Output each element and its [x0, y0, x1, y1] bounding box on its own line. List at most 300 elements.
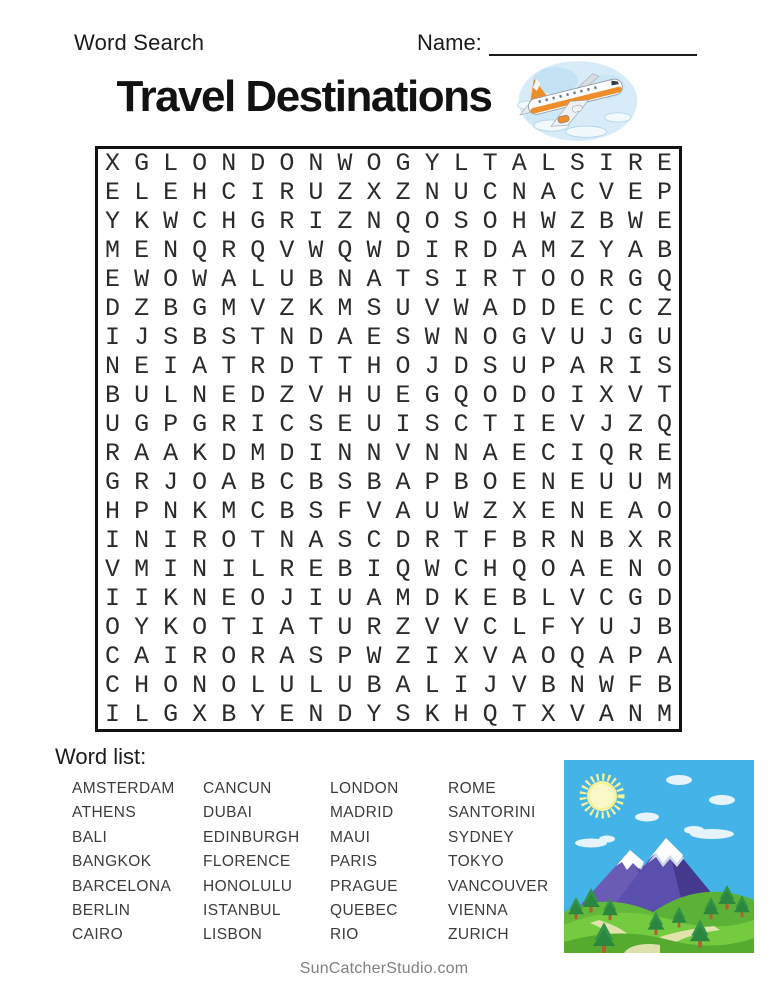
grid-cell: V [540, 323, 556, 352]
grid-cell: D [395, 526, 411, 555]
grid-cell: R [656, 526, 672, 555]
grid-cell: T [221, 613, 237, 642]
grid-cell: B [656, 236, 672, 265]
grid-cell: L [308, 671, 324, 700]
grid-cell: C [105, 642, 121, 671]
grid-cell: N [163, 236, 179, 265]
grid-cell: S [656, 352, 672, 381]
grid-cell: S [337, 468, 353, 497]
grid-cell: R [250, 642, 266, 671]
grid-cell: Y [250, 700, 266, 729]
grid-cell: N [337, 439, 353, 468]
grid-cell: Z [569, 236, 585, 265]
grid-cell: C [482, 613, 498, 642]
grid-cell: O [482, 381, 498, 410]
grid-cell: N [221, 149, 237, 178]
grid-cell: E [511, 468, 527, 497]
grid-cell: M [540, 236, 556, 265]
grid-cell: O [540, 381, 556, 410]
grid-cell: D [337, 700, 353, 729]
letter-grid [95, 146, 682, 732]
grid-cell: T [337, 352, 353, 381]
word-item: BALI [72, 828, 108, 846]
grid-cell: G [627, 584, 643, 613]
grid-cell: I [250, 613, 266, 642]
name-fill-line[interactable] [489, 33, 697, 56]
grid-cell: U [424, 497, 440, 526]
grid-cell: E [221, 584, 237, 613]
grid-cell: C [598, 584, 614, 613]
grid-cell: T [482, 149, 498, 178]
grid-cell: T [656, 381, 672, 410]
grid-cell: B [511, 526, 527, 555]
name-area [417, 30, 697, 56]
mountain-landscape-illustration [564, 760, 754, 953]
airplane-icon [512, 58, 648, 144]
grid-cell: I [453, 671, 469, 700]
grid-cell: W [366, 642, 382, 671]
word-item: SANTORINI [448, 804, 536, 822]
grid-cell: D [221, 439, 237, 468]
grid-cell: K [163, 584, 179, 613]
grid-cell: C [192, 207, 208, 236]
grid-cell: A [511, 149, 527, 178]
grid-cell: P [656, 178, 672, 207]
grid-cell: V [482, 642, 498, 671]
grid-cell: A [656, 642, 672, 671]
grid-cell: E [337, 410, 353, 439]
grid-cell: W [598, 671, 614, 700]
grid-cell: N [105, 352, 121, 381]
grid-cell: N [453, 439, 469, 468]
grid-cell: T [250, 526, 266, 555]
grid-cell: B [250, 468, 266, 497]
grid-cell: U [279, 671, 295, 700]
grid-cell: N [337, 265, 353, 294]
grid-cell: O [221, 526, 237, 555]
grid-cell: W [453, 497, 469, 526]
grid-cell: V [511, 671, 527, 700]
grid-cell: O [163, 671, 179, 700]
grid-cell: H [105, 497, 121, 526]
grid-cell: L [250, 265, 266, 294]
grid-cell: S [395, 323, 411, 352]
grid-cell: V [569, 700, 585, 729]
grid-cell: Q [395, 207, 411, 236]
grid-cell: N [424, 178, 440, 207]
grid-cell: I [308, 439, 324, 468]
grid-cell: B [598, 526, 614, 555]
grid-cell: N [163, 497, 179, 526]
grid-cell: J [482, 671, 498, 700]
grid-cell: V [569, 584, 585, 613]
grid-cell: R [482, 265, 498, 294]
grid-cell: A [395, 671, 411, 700]
grid-cell: T [453, 526, 469, 555]
grid-cell: P [540, 352, 556, 381]
grid-cell: U [366, 381, 382, 410]
grid-cell: L [453, 149, 469, 178]
grid-cell: G [511, 323, 527, 352]
word-item: VANCOUVER [448, 877, 549, 895]
grid-cell: K [192, 497, 208, 526]
grid-cell: M [221, 497, 237, 526]
word-item: PRAGUE [330, 877, 398, 895]
grid-cell: A [163, 439, 179, 468]
grid-cell: N [134, 526, 150, 555]
grid-cell: J [424, 352, 440, 381]
grid-cell: N [424, 439, 440, 468]
grid-cell: G [134, 410, 150, 439]
grid-cell: W [308, 236, 324, 265]
grid-cell: R [598, 352, 614, 381]
grid-cell: V [424, 294, 440, 323]
word-item: RIO [330, 926, 359, 944]
word-list-label: Word list: [55, 744, 147, 769]
grid-cell: K [453, 584, 469, 613]
grid-cell: R [366, 613, 382, 642]
grid-cell: R [250, 352, 266, 381]
grid-cell: N [540, 468, 556, 497]
grid-cell: A [598, 642, 614, 671]
grid-cell: G [250, 207, 266, 236]
grid-cell: P [627, 642, 643, 671]
grid-cell: B [366, 671, 382, 700]
grid-cell: B [308, 265, 324, 294]
grid-cell: A [308, 526, 324, 555]
grid-cell: A [569, 555, 585, 584]
word-item: ISTANBUL [203, 902, 281, 920]
grid-cell: B [105, 381, 121, 410]
grid-cell: G [105, 468, 121, 497]
grid-cell: K [308, 294, 324, 323]
grid-cell: V [308, 381, 324, 410]
grid-cell: R [192, 642, 208, 671]
grid-cell: E [627, 178, 643, 207]
grid-cell: V [250, 294, 266, 323]
grid-cell: E [540, 497, 556, 526]
grid-cell: P [163, 410, 179, 439]
grid-cell: X [540, 700, 556, 729]
grid-cell: X [627, 526, 643, 555]
grid-cell: Z [656, 294, 672, 323]
grid-cell: F [337, 497, 353, 526]
grid-cell: C [221, 178, 237, 207]
grid-cell: O [192, 468, 208, 497]
grid-cell: Q [482, 700, 498, 729]
grid-cell: X [453, 642, 469, 671]
grid-cell: G [192, 294, 208, 323]
word-list-column [330, 777, 448, 948]
grid-cell: E [656, 439, 672, 468]
grid-cell: M [221, 294, 237, 323]
grid-cell: U [453, 178, 469, 207]
grid-cell: O [424, 207, 440, 236]
grid-cell: U [337, 584, 353, 613]
grid-cell: N [279, 323, 295, 352]
grid-cell: E [656, 207, 672, 236]
grid-cell: N [192, 671, 208, 700]
grid-cell: Q [453, 381, 469, 410]
grid-cell: A [192, 352, 208, 381]
grid-cell: O [482, 323, 498, 352]
grid-cell: L [540, 584, 556, 613]
grid-cell: D [279, 439, 295, 468]
grid-cell: N [366, 207, 382, 236]
grid-cell: I [424, 642, 440, 671]
grid-cell: A [395, 468, 411, 497]
grid-cell: I [598, 149, 614, 178]
grid-cell: K [163, 613, 179, 642]
grid-cell: X [105, 149, 121, 178]
grid-cell: U [598, 613, 614, 642]
grid-cell: Y [569, 613, 585, 642]
grid-cell: R [134, 468, 150, 497]
grid-cell: J [627, 613, 643, 642]
grid-cell: U [656, 323, 672, 352]
word-item: LISBON [203, 926, 263, 944]
grid-cell: T [395, 265, 411, 294]
grid-cell: J [134, 323, 150, 352]
grid-cell: S [453, 207, 469, 236]
grid-cell: U [598, 468, 614, 497]
grid-cell: H [337, 381, 353, 410]
grid-cell: I [250, 410, 266, 439]
grid-cell: Q [192, 236, 208, 265]
grid-cell: C [598, 294, 614, 323]
grid-cell: J [279, 584, 295, 613]
word-item: VIENNA [448, 902, 509, 920]
grid-cell: N [192, 555, 208, 584]
grid-cell: H [134, 671, 150, 700]
word-item: BERLIN [72, 902, 131, 920]
grid-cell: M [395, 584, 411, 613]
grid-cell: S [424, 265, 440, 294]
grid-cell: O [192, 149, 208, 178]
word-list [72, 777, 549, 948]
grid-cell: B [656, 671, 672, 700]
grid-cell: G [627, 265, 643, 294]
puzzle-title: Travel Destinations [116, 72, 492, 121]
grid-cell: R [627, 439, 643, 468]
grid-cell: A [395, 497, 411, 526]
grid-cell: V [569, 410, 585, 439]
grid-cell: B [453, 468, 469, 497]
grid-cell: B [221, 700, 237, 729]
grid-cell: I [163, 526, 179, 555]
grid-cell: D [424, 584, 440, 613]
grid-cell: W [424, 323, 440, 352]
grid-cell: A [540, 178, 556, 207]
word-item: FLORENCE [203, 853, 291, 871]
grid-cell: M [656, 468, 672, 497]
grid-cell: D [511, 294, 527, 323]
grid-cell: I [105, 323, 121, 352]
grid-cell: Y [366, 700, 382, 729]
grid-cell: A [279, 642, 295, 671]
grid-cell: G [163, 700, 179, 729]
grid-cell: Q [250, 236, 266, 265]
grid-cell: S [482, 352, 498, 381]
grid-cell: E [395, 381, 411, 410]
grid-cell: A [482, 439, 498, 468]
grid-cell: Y [134, 613, 150, 642]
grid-cell: E [598, 555, 614, 584]
grid-cell: E [308, 555, 324, 584]
grid-cell: I [453, 265, 469, 294]
grid-cell: N [308, 149, 324, 178]
grid-cell: A [134, 642, 150, 671]
word-item: PARIS [330, 853, 378, 871]
grid-cell: S [424, 410, 440, 439]
grid-cell: B [511, 584, 527, 613]
grid-cell: N [192, 584, 208, 613]
grid-cell: W [627, 207, 643, 236]
word-item: ATHENS [72, 804, 137, 822]
grid-cell: O [279, 149, 295, 178]
grid-cell: C [627, 294, 643, 323]
grid-cell: A [627, 497, 643, 526]
grid-cell: X [511, 497, 527, 526]
grid-cell: Z [569, 207, 585, 236]
word-item: TOKYO [448, 853, 504, 871]
grid-cell: V [105, 555, 121, 584]
grid-cell: U [366, 410, 382, 439]
grid-cell: B [163, 294, 179, 323]
grid-cell: A [569, 352, 585, 381]
grid-cell: O [482, 207, 498, 236]
grid-cell: A [221, 468, 237, 497]
grid-cell: G [134, 149, 150, 178]
grid-cell: U [511, 352, 527, 381]
grid-cell: R [598, 265, 614, 294]
grid-cell: L [134, 178, 150, 207]
grid-cell: C [453, 555, 469, 584]
word-list-column [203, 777, 330, 948]
grid-cell: L [540, 149, 556, 178]
grid-cell: V [424, 613, 440, 642]
grid-cell: U [395, 294, 411, 323]
grid-cell: A [511, 642, 527, 671]
grid-cell: Q [598, 439, 614, 468]
grid-cell: Q [569, 642, 585, 671]
word-item: BARCELONA [72, 877, 172, 895]
grid-cell: O [569, 265, 585, 294]
grid-cell: I [134, 584, 150, 613]
grid-cell: O [221, 671, 237, 700]
grid-cell: I [569, 439, 585, 468]
grid-cell: T [250, 323, 266, 352]
grid-cell: T [308, 613, 324, 642]
grid-cell: F [482, 526, 498, 555]
grid-cell: Z [279, 294, 295, 323]
grid-cell: R [279, 178, 295, 207]
grid-cell: I [105, 700, 121, 729]
grid-cell: E [134, 352, 150, 381]
grid-cell: Q [656, 410, 672, 439]
grid-cell: N [279, 526, 295, 555]
grid-cell: J [598, 410, 614, 439]
grid-cell: O [540, 642, 556, 671]
grid-cell: O [105, 613, 121, 642]
grid-cell: A [134, 439, 150, 468]
grid-cell: D [250, 149, 266, 178]
grid-cell: I [250, 178, 266, 207]
grid-cell: O [540, 555, 556, 584]
grid-cell: H [221, 207, 237, 236]
page-kicker: Word Search [74, 30, 205, 55]
word-item: ZURICH [448, 926, 509, 944]
grid-cell: S [308, 497, 324, 526]
grid-cell: Z [337, 178, 353, 207]
grid-cell: O [163, 265, 179, 294]
grid-cell: D [395, 236, 411, 265]
grid-cell: D [308, 323, 324, 352]
grid-cell: M [337, 294, 353, 323]
grid-cell: L [511, 613, 527, 642]
grid-cell: O [192, 613, 208, 642]
word-item: QUEBEC [330, 902, 398, 920]
grid-cell: E [366, 323, 382, 352]
grid-cell: I [308, 207, 324, 236]
grid-cell: R [424, 526, 440, 555]
grid-cell: A [279, 613, 295, 642]
grid-cell: O [250, 584, 266, 613]
grid-cell: I [366, 555, 382, 584]
grid-cell: A [221, 265, 237, 294]
grid-cell: U [279, 265, 295, 294]
grid-cell: I [308, 584, 324, 613]
grid-cell: R [627, 149, 643, 178]
grid-cell: D [656, 584, 672, 613]
grid-cell: N [569, 526, 585, 555]
grid-cell: Y [598, 236, 614, 265]
grid-cell: X [192, 700, 208, 729]
grid-cell: Y [105, 207, 121, 236]
grid-cell: E [105, 265, 121, 294]
grid-cell: D [482, 236, 498, 265]
grid-cell: Z [395, 642, 411, 671]
grid-cell: B [366, 468, 382, 497]
grid-cell: L [250, 671, 266, 700]
grid-cell: J [163, 468, 179, 497]
grid-cell: F [627, 671, 643, 700]
grid-cell: O [366, 149, 382, 178]
grid-cell: W [453, 294, 469, 323]
grid-cell: S [221, 323, 237, 352]
grid-cell: Q [337, 236, 353, 265]
grid-cell: C [482, 178, 498, 207]
grid-cell: I [105, 584, 121, 613]
grid-cell: I [163, 555, 179, 584]
grid-cell: I [395, 410, 411, 439]
word-item: CANCUN [203, 780, 272, 797]
grid-cell: N [308, 700, 324, 729]
grid-cell: U [569, 323, 585, 352]
grid-cell: W [134, 265, 150, 294]
grid-cell: U [337, 671, 353, 700]
grid-cell: Z [482, 497, 498, 526]
grid-cell: I [221, 555, 237, 584]
grid-cell: V [453, 613, 469, 642]
grid-cell: X [598, 381, 614, 410]
grid-cell: R [192, 526, 208, 555]
grid-cell: I [105, 526, 121, 555]
grid-cell: N [569, 497, 585, 526]
grid-cell: D [105, 294, 121, 323]
grid-cell: K [424, 700, 440, 729]
grid-cell: R [221, 410, 237, 439]
